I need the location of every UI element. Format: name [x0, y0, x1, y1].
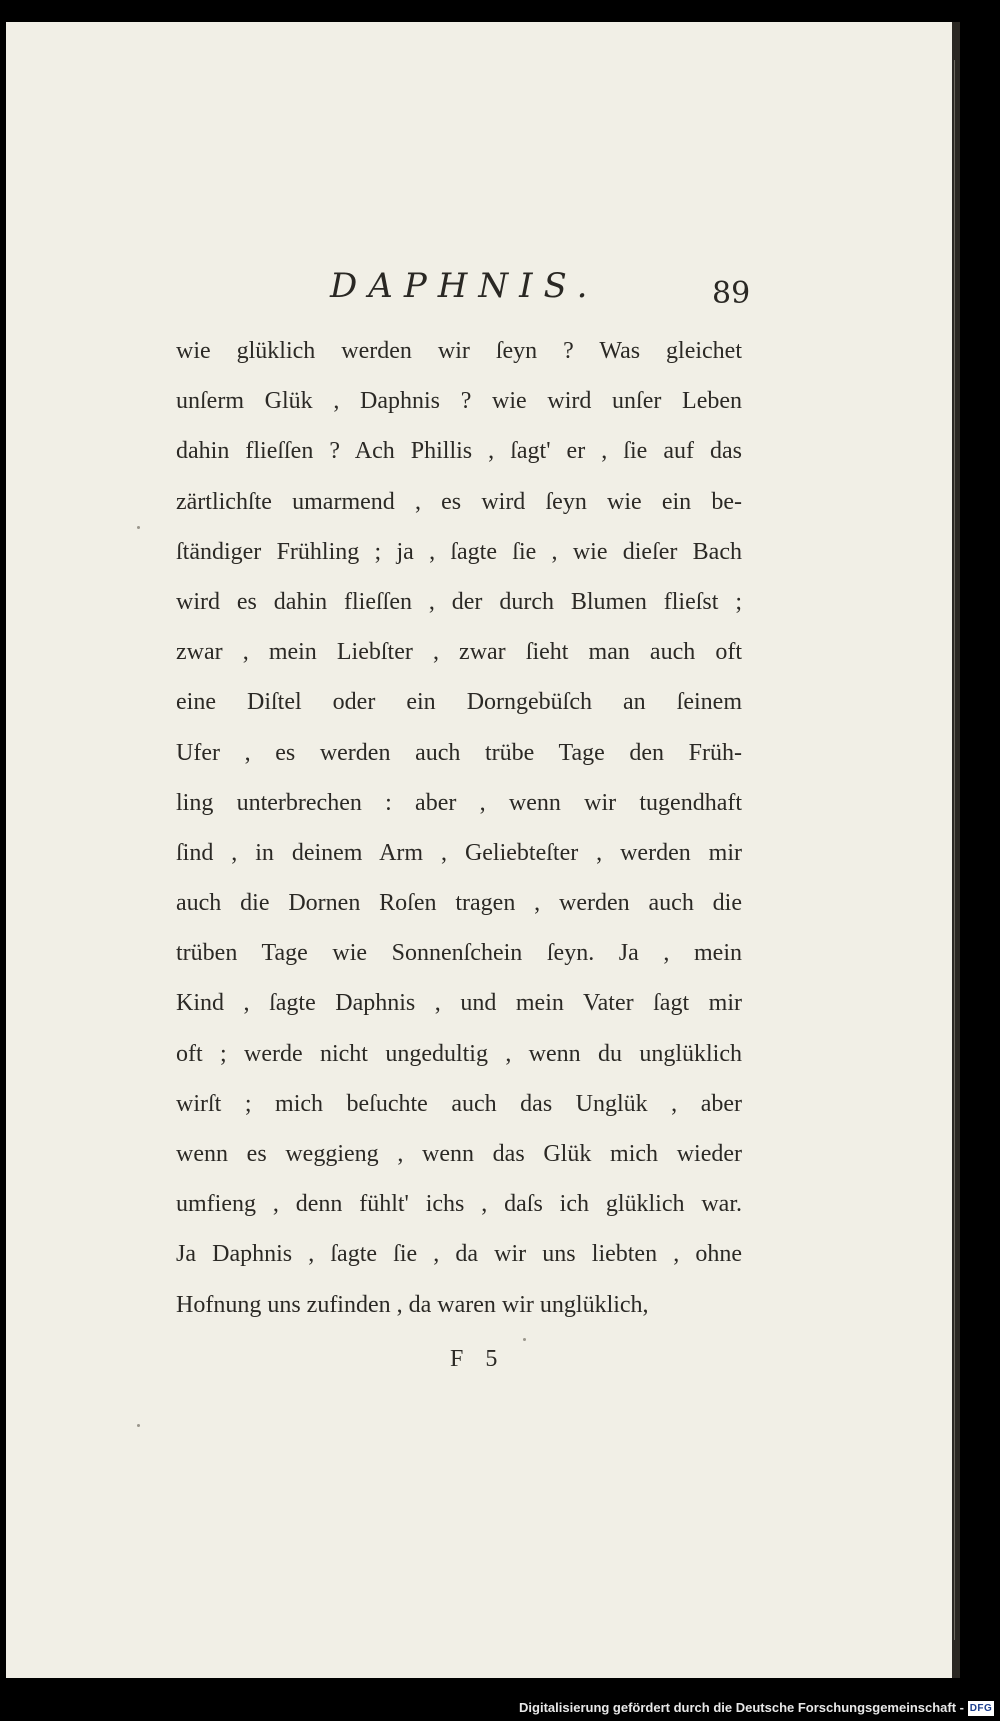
paper-speck	[137, 1424, 140, 1427]
paper-speck	[137, 526, 140, 529]
paper-speck	[523, 1338, 526, 1341]
text-line: unſerm Glük , Daphnis ? wie wird unſer Leben	[176, 388, 742, 415]
page-edge-line	[954, 60, 955, 1640]
text-line: ſtändiger Frühling ; ja , ſagte ſie , wie dieſer Bach	[176, 538, 742, 565]
text-line: wie glüklich werden wir ſeyn ? Was gleichet	[176, 338, 742, 364]
text-line: oft ; werde nicht ungedultig , wenn du unglüklich	[176, 1040, 742, 1067]
text-line: zwar , mein Liebſter , zwar ſieht man auch oft	[176, 639, 742, 666]
page-number: 89	[712, 276, 751, 311]
dfg-logo-icon: DFG	[969, 1703, 993, 1714]
text-line: umfieng , denn fühlt' ichs , daſs ich glüklich war.	[176, 1191, 742, 1218]
digitization-credit: Digitalisierung gefördert durch die Deutsche Forschungsgemeinschaft -	[519, 1700, 964, 1715]
text-line: Hofnung uns zufinden , da waren wir unglüklich,	[176, 1291, 649, 1318]
text-line: eine Diſtel oder ein Dorngebüſch an ſeinem	[176, 689, 742, 716]
body-text	[176, 326, 742, 1330]
text-line: wirſt ; mich beſuchte auch das Unglük , aber	[176, 1090, 742, 1117]
text-line: Ja Daphnis , ſagte ſie , da wir uns liebten , ohne	[176, 1241, 742, 1268]
text-line: trüben Tage wie Sonnenſchein ſeyn. Ja , mein	[176, 940, 742, 967]
text-line: wird es dahin flieſſen , der durch Blumen flieſst ;	[176, 588, 742, 615]
text-line: dahin flieſſen ? Ach Phillis , ſagt' er , ſie auf das	[176, 438, 742, 465]
running-head: DAPHNIS.	[330, 266, 599, 306]
text-line: Ufer , es werden auch trübe Tage den Früh-	[176, 739, 742, 766]
text-line: ling unterbrechen : aber , wenn wir tugendhaft	[176, 789, 742, 816]
text-line: auch die Dornen Roſen tragen , werden auch die	[176, 890, 742, 917]
text-line: zärtlichſte umarmend , es wird ſeyn wie ein be-	[176, 488, 742, 515]
signature-mark: F 5	[450, 1346, 506, 1372]
text-line: wenn es weggieng , wenn das Glük mich wieder	[176, 1141, 742, 1167]
text-line: ſind , in deinem Arm , Geliebteſter , werden mir	[176, 839, 742, 866]
text-line: Kind , ſagte Daphnis , und mein Vater ſagt mir	[176, 990, 742, 1017]
